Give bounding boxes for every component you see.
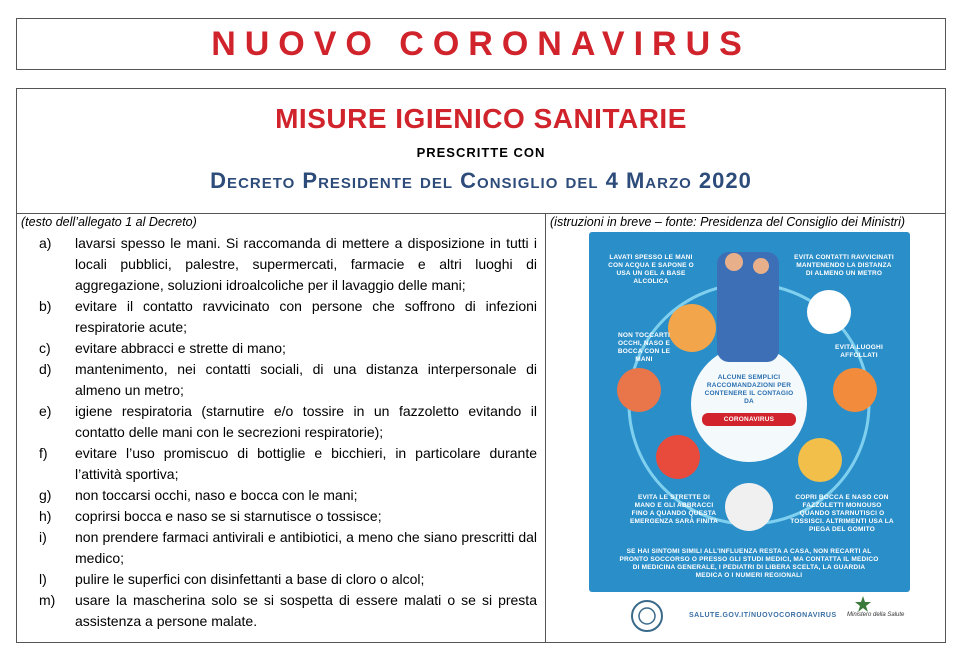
rule-item — [25, 443, 537, 485]
tip-face: NON TOCCARTI OCCHI, NASO E BOCCA CON LE MANI — [617, 332, 671, 363]
center-badge: CORONAVIRUS — [723, 416, 775, 423]
rule-label: a) — [39, 235, 52, 251]
rule-text: usare la mascherina solo se si sospetta di essere malati o se si presta assistenza a persone malate. — [75, 592, 537, 629]
rule-item — [25, 338, 537, 359]
rule-label: m) — [39, 592, 56, 608]
right-cell — [545, 213, 946, 643]
infographic-poster — [589, 232, 910, 592]
rule-text: coprirsi bocca e naso se si starnutisce o tossisce; — [75, 508, 382, 524]
crowd-icon — [833, 368, 877, 412]
center-text: ALCUNE SEMPLICI RACCOMANDAZIONI PER CONTENERE IL CONTAGIO DA — [704, 374, 794, 405]
tip-handshake: EVITA LE STRETTE DI MANO E GLI ABBRACCI FINO A QUANDO QUESTA EMERGENZA SARÀ FINITA — [630, 494, 718, 525]
rule-item — [25, 506, 537, 527]
rule-label: e) — [39, 403, 52, 419]
rules-list — [17, 233, 545, 632]
page-title: NUOVO CORONAVIRUS — [211, 24, 751, 63]
rule-label: c) — [39, 340, 51, 356]
decree-heading: Decreto Presidente del Consiglio del 4 Marzo 2020 — [210, 168, 752, 193]
rule-label: l) — [39, 571, 47, 587]
handshake-icon — [656, 435, 700, 479]
ministry-emblem-icon — [853, 594, 873, 614]
rule-label: f) — [39, 445, 48, 461]
right-caption: (istruzioni in breve – fonte: Presidenza del Consiglio dei Ministri) — [550, 215, 906, 229]
tip-tissue: COPRI BOCCA E NASO CON FAZZOLETTI MONOUSO QUANDO STARNUTISCI O TOSSISCI. ALTRIMENTI USA LA PIEGA DEL GOMITO — [790, 494, 894, 533]
republic-emblem-icon — [627, 596, 667, 636]
tip-handwash: LAVATI SPESSO LE MANI CON ACQUA E SAPONE O USA UN GEL A BASE ALCOLICA — [608, 254, 694, 285]
face-touch-icon — [617, 368, 661, 412]
rule-item — [25, 233, 537, 296]
tip-distance: EVITA CONTATTI RAVVICINATI MANTENENDO LA DISTANZA DI ALMENO UN METRO — [794, 254, 894, 277]
health-url: SALUTE.GOV.IT/NUOVOCORONAVIRUS — [689, 612, 837, 619]
doctor-icon — [725, 483, 773, 531]
rule-text: mantenimento, nei contatti sociali, di una distanza interpersonale di almeno un metro; — [75, 361, 537, 398]
sub-heading: PRESCRITTE CON — [416, 145, 546, 160]
rule-item — [25, 527, 537, 569]
rule-text: evitare il contatto ravvicinato con persone che soffrono di infezioni respiratorie acute; — [75, 298, 537, 335]
rule-text: evitare l’uso promiscuo di bottiglie e bicchieri, in particolare durante l’attività sportiva; — [75, 445, 537, 482]
rule-text: lavarsi spesso le mani. Si raccomanda di mettere a disposizione in tutti i locali pubblici, palestre, supermercati, farmacie e altri luoghi di aggregazione, soluzioni idroalcoliche per il lavaggio delle mani; — [75, 235, 537, 293]
left-caption: (testo dell’allegato 1 al Decreto) — [21, 215, 197, 229]
tip-crowd: EVITA LUOGHI AFFOLLATI — [835, 344, 883, 359]
distance-icon — [807, 290, 851, 334]
left-cell — [16, 213, 546, 643]
ministry-name: Ministero della Salute — [847, 612, 905, 618]
poster-footer — [589, 594, 910, 634]
title-box — [16, 18, 946, 70]
rule-text: non toccarsi occhi, naso e bocca con le mani; — [75, 487, 358, 503]
rule-label: d) — [39, 361, 52, 377]
rule-label: h) — [39, 508, 52, 524]
rule-text: pulire le superfici con disinfettanti a base di cloro o alcol; — [75, 571, 425, 587]
rule-item — [25, 590, 537, 632]
poster-graphics — [589, 232, 910, 592]
rule-text: igiene respiratoria (starnutire e/o tossire in un fazzoletto evitando il contatto delle mani con le secrezioni respiratorie); — [75, 403, 537, 440]
rule-item — [25, 401, 537, 443]
rule-text: non prendere farmaci antivirali e antibiotici, a meno che siano prescritti dal medico; — [75, 529, 537, 566]
rule-item — [25, 485, 537, 506]
rule-item — [25, 359, 537, 401]
bottom-advice: SE HAI SINTOMI SIMILI ALL'INFLUENZA RESTA A CASA, NON RECARTI AL PRONTO SOCCORSO O PRESSO GLI STUDI MEDICI, MA CONTATTA IL MEDICO DI MEDICINA GENERALE, I PEDIATRI DI LIBERA SCELTA, LA GUARDIA MEDICA O I NUMERI REGIONALI — [619, 548, 879, 579]
header-box — [16, 88, 946, 214]
tissue-icon — [798, 438, 842, 482]
main-heading: MISURE IGIENICO SANITARIE — [275, 103, 687, 134]
rule-label: b) — [39, 298, 52, 314]
rule-item — [25, 569, 537, 590]
family-icon — [717, 252, 779, 362]
rule-text: evitare abbracci e strette di mano; — [75, 340, 286, 356]
rule-label: g) — [39, 487, 52, 503]
rule-label: i) — [39, 529, 47, 545]
rule-item — [25, 296, 537, 338]
